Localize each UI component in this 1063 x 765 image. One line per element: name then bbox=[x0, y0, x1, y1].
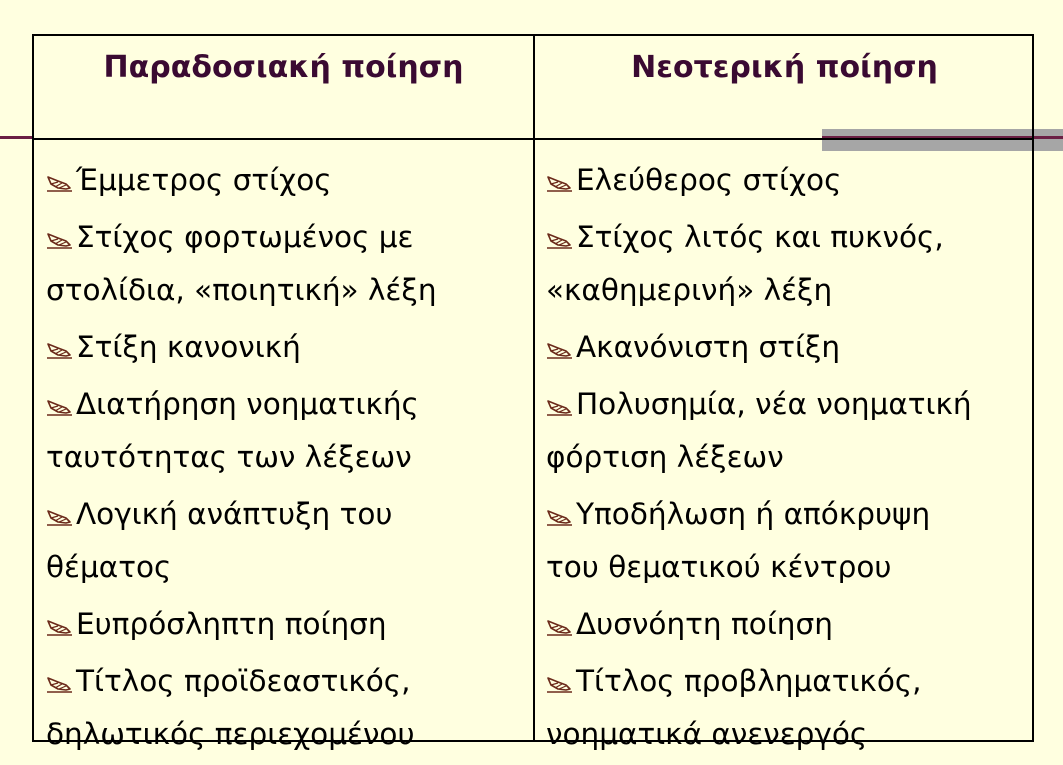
writing-hand-icon bbox=[546, 658, 573, 680]
list-item-line bbox=[546, 541, 1034, 594]
writing-hand-icon bbox=[46, 658, 73, 680]
list-item bbox=[46, 154, 534, 207]
list-item-line bbox=[46, 488, 534, 541]
writing-hand-icon bbox=[46, 491, 73, 513]
header-traditional-poetry bbox=[34, 36, 533, 138]
list-item bbox=[46, 211, 534, 317]
list-item-line bbox=[546, 154, 1034, 207]
list-item-text: Έμμετρος στίχος bbox=[76, 163, 332, 197]
list-item-line bbox=[46, 541, 534, 594]
list-item-text: Ελεύθερος στίχος bbox=[576, 163, 842, 197]
list-item-line bbox=[546, 655, 1034, 708]
list-item-line bbox=[546, 211, 1034, 264]
header-modern-poetry bbox=[535, 36, 1034, 138]
list-item-line bbox=[46, 431, 534, 484]
list-item bbox=[46, 378, 534, 484]
list-item-line bbox=[546, 708, 1034, 761]
list-item-text: Διατήρηση νοηματικής bbox=[76, 387, 419, 421]
writing-hand-icon bbox=[46, 214, 73, 236]
list-item-line bbox=[46, 708, 534, 761]
list-item-text: ταυτότητας των λέξεων bbox=[46, 440, 412, 474]
list-item bbox=[546, 321, 1034, 374]
list-item bbox=[546, 598, 1034, 651]
writing-hand-icon bbox=[46, 601, 73, 623]
writing-hand-icon bbox=[46, 157, 73, 179]
writing-hand-icon bbox=[46, 324, 73, 346]
list-item-text: Ακανόνιστη στίξη bbox=[576, 330, 841, 364]
list-item-line bbox=[546, 321, 1034, 374]
modern-poetry-column bbox=[546, 140, 1034, 765]
list-item-text: Λογική ανάπτυξη του bbox=[76, 497, 393, 531]
traditional-poetry-column bbox=[46, 140, 534, 765]
comparison-table bbox=[32, 34, 1034, 751]
header-label: Νεοτερική ποίηση bbox=[631, 50, 938, 85]
list-item-text: «καθημερινή» λέξη bbox=[546, 273, 833, 307]
list-item-text: Ευπρόσληπτη ποίηση bbox=[76, 607, 387, 641]
header-label: Παραδοσιακή ποίηση bbox=[103, 50, 464, 85]
writing-hand-icon bbox=[46, 381, 73, 403]
list-item-line bbox=[546, 488, 1034, 541]
list-item bbox=[46, 655, 534, 761]
list-item-line bbox=[546, 598, 1034, 651]
list-item-text: Στίχος λιτός και πυκνός, bbox=[576, 220, 944, 254]
list-item-line bbox=[46, 154, 534, 207]
list-item-text: στολίδια, «ποιητική» λέξη bbox=[46, 273, 437, 307]
list-item-text: Στίξη κανονική bbox=[76, 330, 301, 364]
list-item-line bbox=[46, 655, 534, 708]
list-item bbox=[46, 321, 534, 374]
list-item-text: Υποδήλωση ή απόκρυψη bbox=[576, 497, 931, 531]
list-item-text: Δυσνόητη ποίηση bbox=[576, 607, 833, 641]
list-item-line bbox=[546, 431, 1034, 484]
list-item-text: Πολυσημία, νέα νοηματική bbox=[576, 387, 972, 421]
list-item-line bbox=[46, 264, 534, 317]
list-item-line bbox=[546, 378, 1034, 431]
writing-hand-icon bbox=[546, 381, 573, 403]
list-item-text: δηλωτικός περιεχομένου bbox=[46, 717, 415, 751]
list-item-text: Στίχος φορτωμένος με bbox=[76, 220, 414, 254]
list-item-text: Τίτλος προβληματικός, bbox=[576, 664, 922, 698]
writing-hand-icon bbox=[546, 324, 573, 346]
list-item-text: του θεματικού κέντρου bbox=[546, 550, 892, 584]
writing-hand-icon bbox=[546, 601, 573, 623]
list-item-line bbox=[46, 321, 534, 374]
list-item-text: θέματος bbox=[46, 550, 172, 584]
list-item-line bbox=[46, 378, 534, 431]
writing-hand-icon bbox=[546, 157, 573, 179]
list-item-text: φόρτιση λέξεων bbox=[546, 440, 784, 474]
list-item-line bbox=[546, 264, 1034, 317]
list-item bbox=[546, 154, 1034, 207]
list-item bbox=[546, 378, 1034, 484]
list-item-line bbox=[46, 598, 534, 651]
list-item-text: νοηματικά ανενεργός bbox=[546, 717, 868, 751]
decorative-accent-line-left bbox=[0, 136, 34, 139]
writing-hand-icon bbox=[546, 491, 573, 513]
list-item-text: Τίτλος προϊδεαστικός, bbox=[76, 664, 411, 698]
list-item bbox=[546, 488, 1034, 594]
writing-hand-icon bbox=[546, 214, 573, 236]
list-item bbox=[546, 211, 1034, 317]
list-item bbox=[46, 598, 534, 651]
list-item bbox=[546, 655, 1034, 761]
list-item bbox=[46, 488, 534, 594]
list-item-line bbox=[46, 211, 534, 264]
